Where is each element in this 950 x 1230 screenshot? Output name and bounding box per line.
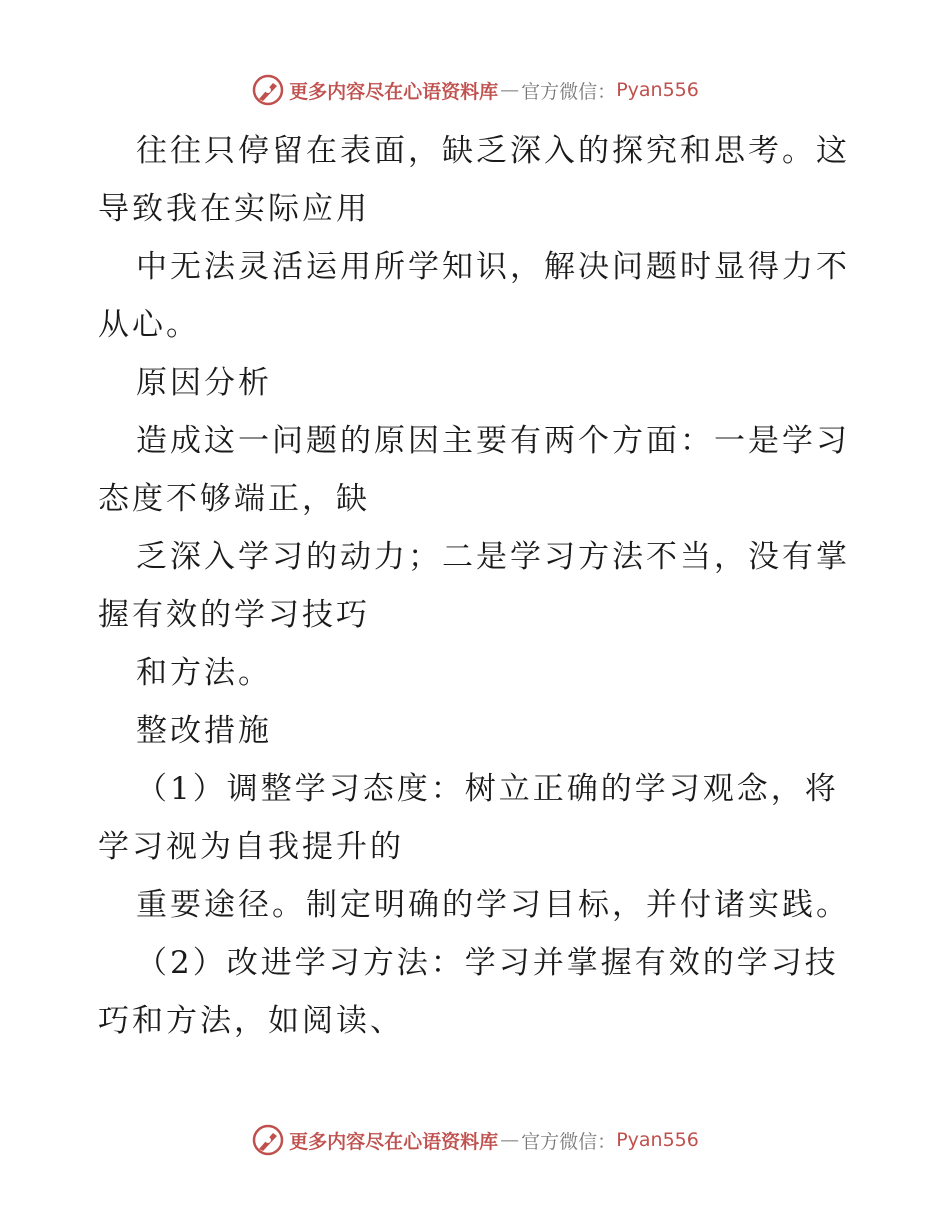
paragraph: 造成这一问题的原因主要有两个方面：一是学习态度不够端正，缺 bbox=[98, 423, 850, 517]
banner-separator: — bbox=[500, 79, 520, 101]
wechat-id: Pyan556 bbox=[616, 1129, 699, 1151]
pen-logo-icon bbox=[251, 73, 285, 107]
pen-logo-icon bbox=[251, 1123, 285, 1157]
banner-text: 更多内容尽在心语资料库 bbox=[289, 80, 499, 103]
document-body bbox=[98, 122, 858, 1050]
wechat-label: 官方微信： bbox=[521, 80, 617, 103]
wechat-id: Pyan556 bbox=[616, 79, 699, 101]
wechat-label: 官方微信： bbox=[521, 1130, 617, 1153]
paragraph: 重要途径。制定明确的学习目标，并付诸实践。 bbox=[136, 887, 850, 923]
banner-separator: — bbox=[500, 1129, 520, 1151]
banner-text: 更多内容尽在心语资料库 bbox=[289, 1130, 499, 1153]
paragraph: 往往只停留在表面，缺乏深入的探究和思考。这导致我在实际应用 bbox=[98, 133, 850, 227]
paragraph: （1）调整学习态度：树立正确的学习观念，将学习视为自我提升的 bbox=[98, 771, 839, 865]
paragraph: （2）改进学习方法：学习并掌握有效的学习技巧和方法，如阅读、 bbox=[98, 945, 839, 1039]
header-watermark-banner bbox=[0, 70, 950, 110]
section-heading: 整改措施 bbox=[136, 713, 272, 749]
footer-watermark-banner bbox=[0, 1120, 950, 1160]
paragraph: 和方法。 bbox=[136, 655, 272, 691]
paragraph: 中无法灵活运用所学知识，解决问题时显得力不从心。 bbox=[98, 249, 850, 343]
paragraph: 乏深入学习的动力；二是学习方法不当，没有掌握有效的学习技巧 bbox=[98, 539, 850, 633]
section-heading: 原因分析 bbox=[136, 365, 272, 401]
